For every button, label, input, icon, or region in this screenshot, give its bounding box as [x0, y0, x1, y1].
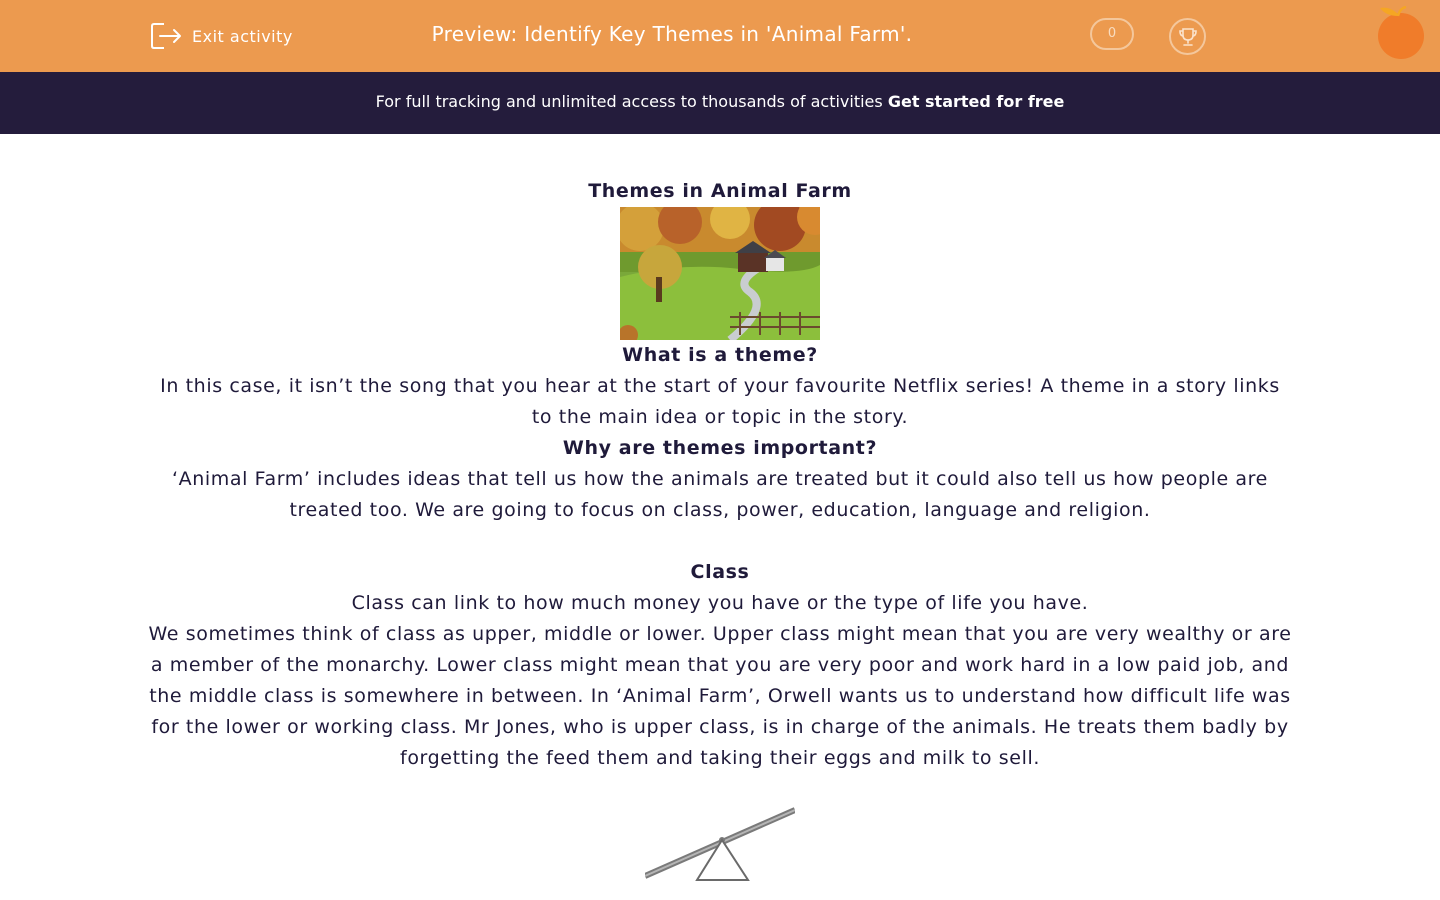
promo-bar: [0, 72, 1440, 134]
answer-why-themes-important: ‘Animal Farm’ includes ideas that tell us how the animals are treated but it could also tell us how people are treated too. We are going to focus on class, power, education, language and religion.: [172, 468, 1268, 521]
exit-icon: [150, 22, 182, 50]
score-badge: 0: [1090, 18, 1134, 50]
answer-what-is-theme: In this case, it isn’t the song that you hear at the start of your favourite Netflix series! A theme in a story links to the main idea or topic in the story.: [160, 375, 1280, 428]
get-started-link[interactable]: Get started for free: [887, 92, 1065, 111]
trophy-icon: [1177, 26, 1199, 48]
trophy-button[interactable]: [1169, 18, 1206, 55]
seesaw-image: [645, 806, 795, 882]
class-intro: Class can link to how much money you have or the type of life you have.: [351, 592, 1089, 614]
question-why-themes-important: Why are themes important?: [562, 437, 878, 459]
promo-text: For full tracking and unlimited access to thousands of activities: [375, 92, 888, 111]
page-title: Preview: Identify Key Themes in 'Animal Farm'.: [431, 22, 913, 46]
lesson-content: [148, 176, 1292, 882]
class-body: We sometimes think of class as upper, middle or lower. Upper class might mean that you are very wealthy or are a member of the monarchy. Lower class might mean that you are very poor and work hard in a low paid job, and the middle class is somewhere in between. In ‘Animal Farm’, Orwell wants us to understand how difficult life was for the lower or working class. Mr Jones, who is upper class, is in charge of the animals. He treats them badly by forgetting the feed them and taking their eggs and milk to sell.: [148, 623, 1292, 769]
spacer: [148, 526, 1292, 557]
class-heading: Class: [690, 561, 750, 583]
exit-activity-label: Exit activity: [192, 26, 293, 46]
orange-logo-icon: [1376, 6, 1430, 60]
question-what-is-theme: What is a theme?: [622, 344, 818, 366]
farm-landscape-image: [620, 207, 820, 340]
exit-activity-button[interactable]: [150, 20, 293, 52]
article-title: Themes in Animal Farm: [588, 180, 852, 202]
top-bar: [0, 0, 1440, 72]
